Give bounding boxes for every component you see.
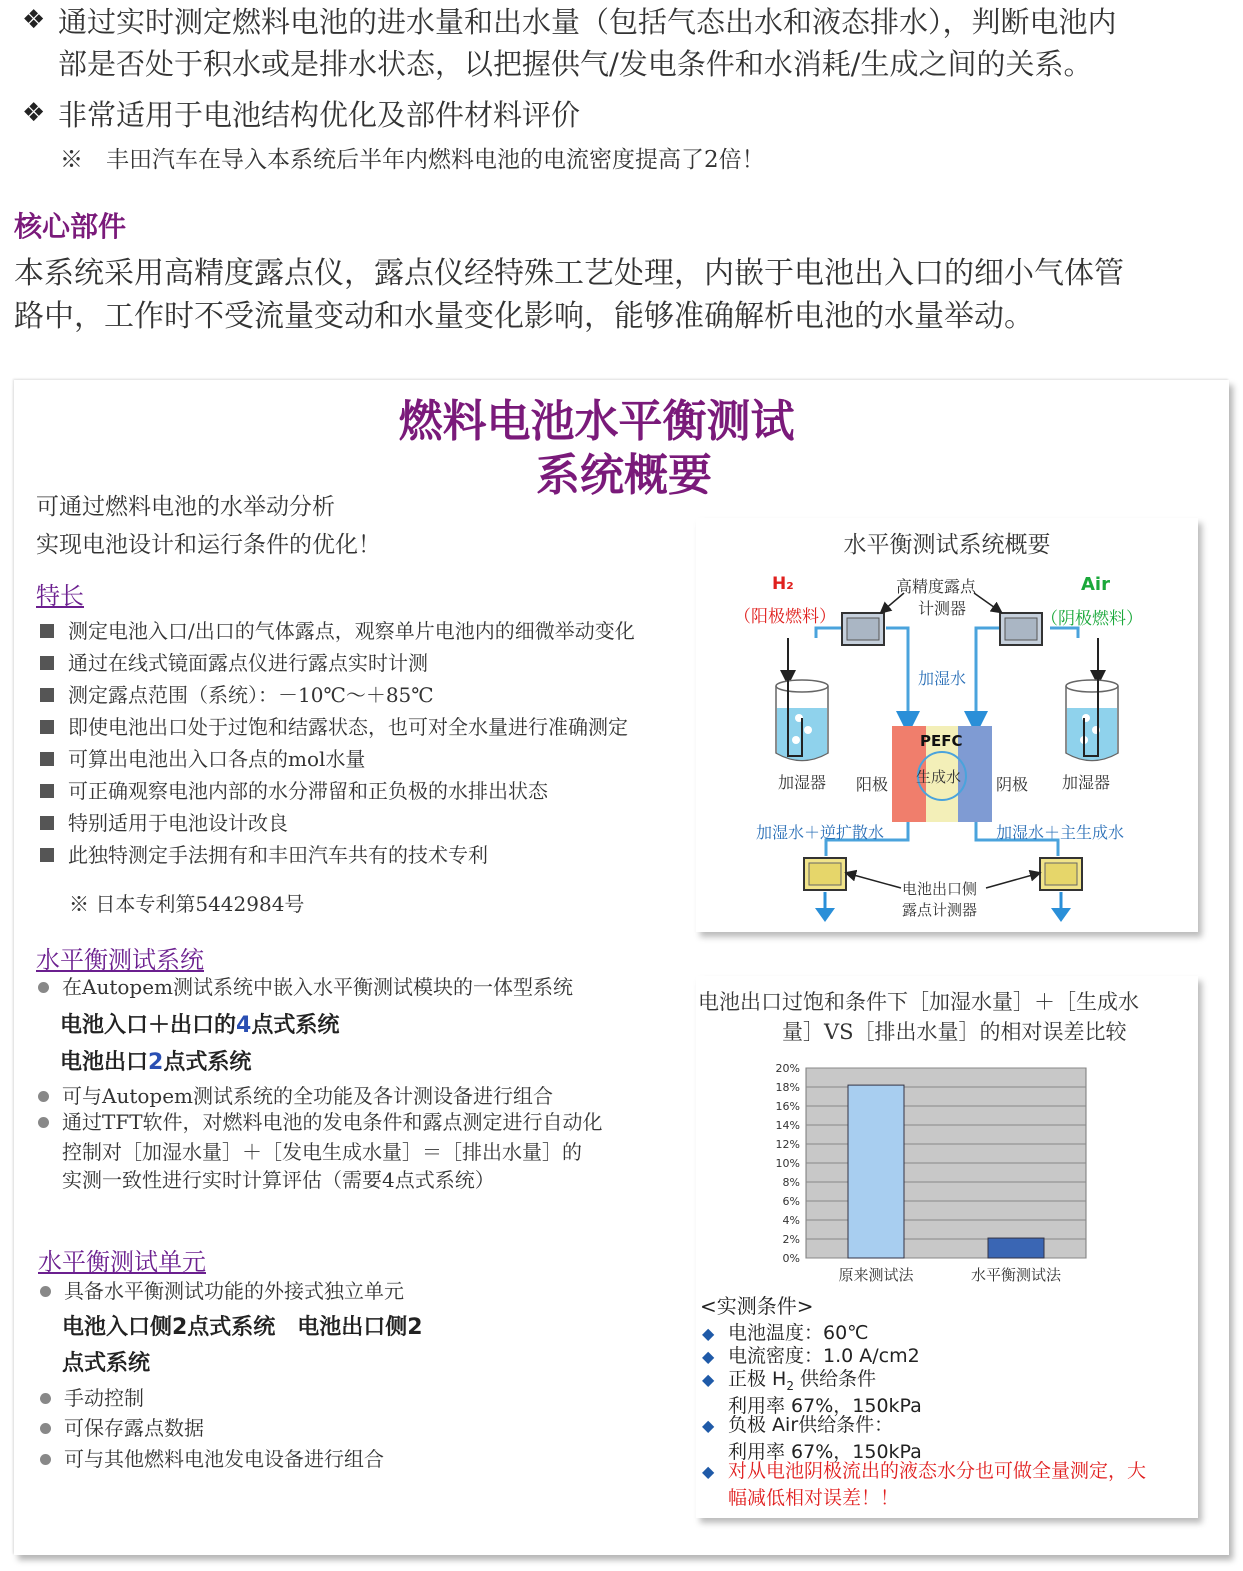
- compare-title-line-2: 量］VS［排出水量］的相对误差比较: [782, 1020, 1127, 1044]
- feature-item: 通过在线式镜面露点仪进行露点实时计测: [38, 648, 678, 678]
- system-2-point: [60, 1045, 251, 1076]
- condition-4-line-2: 利用率 67%，150kPa: [728, 1441, 922, 1463]
- humidifier-left-rim: [776, 680, 828, 692]
- condition-item: ◆ 电池温度：60℃: [702, 1322, 869, 1345]
- outlet-sensor-label-2: 露点计测器: [902, 901, 978, 919]
- compare-title-line-1: 电池出口过饱和条件下［加湿水量］＋［生成水: [698, 990, 1139, 1014]
- y-tick-label: 2%: [782, 1233, 800, 1246]
- y-tick-label: 12%: [775, 1138, 800, 1151]
- humidifier-right-water: [1067, 708, 1117, 760]
- pipe-right-top: [1050, 628, 1078, 638]
- unit-item: 可保存露点数据: [38, 1414, 204, 1442]
- y-tick-label: 8%: [782, 1176, 800, 1189]
- drain-arrow-right-icon: [1051, 908, 1071, 922]
- intro-note: ※ 丰田汽车在导入本系统后半年内燃料电池的电流密度提高了2倍！: [60, 147, 765, 173]
- unit-item-1: 具备水平衡测试功能的外接式独立单元: [38, 1277, 404, 1305]
- diagram-title: 水平衡测试系统概要: [843, 532, 1051, 558]
- cathode-label: 阴极: [996, 775, 1029, 794]
- dew-sensor-right-screen: [1005, 618, 1037, 640]
- unit-item: 手动控制: [38, 1384, 144, 1412]
- flyer-title-line-1: 燃料电池水平衡测试: [398, 396, 795, 447]
- humidifier-right-label: 加湿器: [1062, 773, 1111, 792]
- x-category-label: 原来测试法: [838, 1266, 914, 1284]
- condition-3-sub: 2: [786, 1378, 794, 1393]
- bar: [988, 1238, 1044, 1258]
- system-item-3-line-2: 控制对［加湿水量］＋［发电生成水量］＝［排出水量］的: [62, 1140, 582, 1164]
- bubble-icon: [804, 726, 812, 734]
- comparison-panel: [696, 976, 1198, 1518]
- condition-3-line-2: 利用率 67%，150kPa: [728, 1395, 922, 1417]
- system-4-point: [60, 1008, 339, 1039]
- diagram-panel: [696, 518, 1198, 932]
- outlet-sensor-label-1: 电池出口侧: [902, 880, 978, 898]
- unit-bold-line-1: 电池入口侧2点式系统 电池出口侧2: [62, 1315, 423, 1340]
- y-tick-label: 16%: [775, 1100, 800, 1113]
- y-tick-label: 4%: [782, 1214, 800, 1227]
- humidifier-left-label: 加湿器: [778, 773, 827, 792]
- system-2-point-num: 2: [148, 1050, 164, 1075]
- gen-water-label: 生成水: [916, 768, 962, 786]
- system-title[interactable]: 水平衡测试系统: [36, 946, 204, 974]
- h2-label: H₂: [772, 574, 794, 594]
- outlet-label-arrow-left: [850, 874, 901, 888]
- left-outlet-label: 加湿水＋逆扩散水: [756, 823, 885, 842]
- condition-3-b: 供给条件: [793, 1368, 877, 1390]
- system-item-3: 通过TFT软件，对燃料电池的发电条件和露点测定进行自动化: [36, 1108, 603, 1136]
- system-2-point-b: 点式系统: [163, 1050, 252, 1075]
- condition-highlight: ◆ 对从电池阴极流出的液态水分也可做全量测定，大: [702, 1460, 1146, 1483]
- drain-arrow-left-icon: [815, 908, 835, 922]
- bullet-icon: ❖: [22, 5, 46, 35]
- intro-bullet-1: 通过实时测定燃料电池的进水量和出水量（包括气态出水和液态排水），判断电池内: [58, 5, 1117, 39]
- system-item-2: 可与Autopem测试系统的全功能及各计测设备进行组合: [36, 1082, 553, 1110]
- pipe-left-top: [816, 628, 844, 638]
- feature-item: 测定电池入口/出口的气体露点，观察单片电池内的细微举动变化: [38, 616, 678, 646]
- system-2-point-a: 电池出口: [60, 1050, 149, 1075]
- feature-item: 可算出电池出入口各点的mol水量: [38, 744, 678, 774]
- dew-sensor-left-screen: [847, 618, 879, 640]
- tagline-2: 实现电池设计和运行条件的优化！: [36, 532, 381, 558]
- feature-item: 可正确观察电池内部的水分滞留和正负极的水排出状态: [38, 776, 678, 806]
- feature-item: 特别适用于电池设计改良: [38, 808, 678, 838]
- core-line-1: 本系统采用高精度露点仪，露点仪经特殊工艺处理，内嵌于电池出入口的细小气体管: [14, 256, 1124, 291]
- cathode-plate: [958, 726, 992, 822]
- feature-item: 此独特测定手法拥有和丰田汽车共有的技术专利: [38, 840, 678, 870]
- core-title: 核心部件: [14, 210, 127, 243]
- system-4-point-a: 电池入口＋出口的: [60, 1013, 237, 1038]
- y-tick-label: 6%: [782, 1195, 800, 1208]
- conditions-title: <实测条件>: [700, 1294, 814, 1318]
- flyer: [14, 380, 1229, 1555]
- features-list: [38, 616, 678, 870]
- humidifier-right-rim: [1066, 680, 1118, 692]
- condition-highlight-line-2: 幅减低相对误差！！: [728, 1487, 900, 1509]
- system-4-point-b: 点式系统: [251, 1013, 340, 1038]
- flyer-title-line-2: 系统概要: [536, 450, 712, 501]
- sensor-label-1: 高精度露点: [896, 577, 977, 596]
- unit-item: 可与其他燃料电池发电设备进行组合: [38, 1445, 384, 1473]
- humid-water-label: 加湿水: [918, 669, 967, 688]
- air-label: Air: [1081, 574, 1110, 595]
- y-tick-label: 18%: [775, 1081, 800, 1094]
- condition-item: ◆ 电流密度：1.0 A/cm2: [702, 1345, 920, 1368]
- condition-3-a: 正极 H: [728, 1368, 787, 1390]
- feature-item: 即使电池出口处于过饱和结露状态，也可对全水量进行准确测定: [38, 712, 678, 742]
- core-line-2: 路中，工作时不受流量变动和水量变化影响，能够准确解析电池的水量举动。: [14, 299, 1034, 334]
- y-tick-label: 14%: [775, 1119, 800, 1132]
- error-bar-chart: [756, 1056, 1096, 1296]
- right-outlet-label: 加湿水＋主生成水: [996, 823, 1125, 842]
- intro-bullet-1-cont: 部是否处于积水或是排水状态，以把握供气/发电条件和水消耗/生成之间的关系。: [58, 47, 1093, 81]
- outlet-sensor-right-screen: [1045, 863, 1077, 885]
- pipe-right-down: [976, 628, 1002, 723]
- features-title[interactable]: 特长: [36, 582, 84, 610]
- sensor-label-2: 计测器: [918, 599, 967, 618]
- condition-item: ◆ 负极 Air供给条件：: [702, 1414, 893, 1437]
- sensor-label-arrow-right: [974, 593, 998, 610]
- cathode-fuel-label: （阴极燃料）: [1041, 609, 1143, 629]
- pipe-left-down: [886, 628, 908, 723]
- bar: [848, 1085, 904, 1258]
- anode-fuel-label: （阳极燃料）: [734, 607, 836, 627]
- outlet-sensor-left-screen: [809, 863, 841, 885]
- y-tick-label: 20%: [775, 1062, 800, 1075]
- outlet-label-arrow-right: [986, 874, 1036, 888]
- y-tick-label: 10%: [775, 1157, 800, 1170]
- patent-note: ※ 日本专利第5442984号: [69, 892, 305, 916]
- system-item-1: 在Autopem测试系统中嵌入水平衡测试模块的一体型系统: [36, 973, 573, 1001]
- unit-title[interactable]: 水平衡测试单元: [38, 1248, 206, 1276]
- anode-label: 阳极: [856, 775, 889, 794]
- tagline-1: 可通过燃料电池的水举动分析: [36, 494, 335, 520]
- system-4-point-num: 4: [236, 1013, 252, 1038]
- x-category-label: 水平衡测试法: [970, 1266, 1062, 1284]
- y-tick-label: 0%: [782, 1252, 800, 1265]
- intro-bullet-2: 非常适用于电池结构优化及部件材料评价: [58, 98, 581, 132]
- feature-item: 测定露点范围（系统）：－10℃～＋85℃: [38, 680, 678, 710]
- bullet-icon: ❖: [22, 98, 46, 128]
- system-item-3-line-3: 实测一致性进行实时计算评估（需要4点式系统）: [62, 1168, 495, 1192]
- unit-bold-line-2: 点式系统: [62, 1351, 151, 1376]
- bubble-icon: [792, 736, 800, 744]
- pefc-label: PEFC: [920, 732, 963, 750]
